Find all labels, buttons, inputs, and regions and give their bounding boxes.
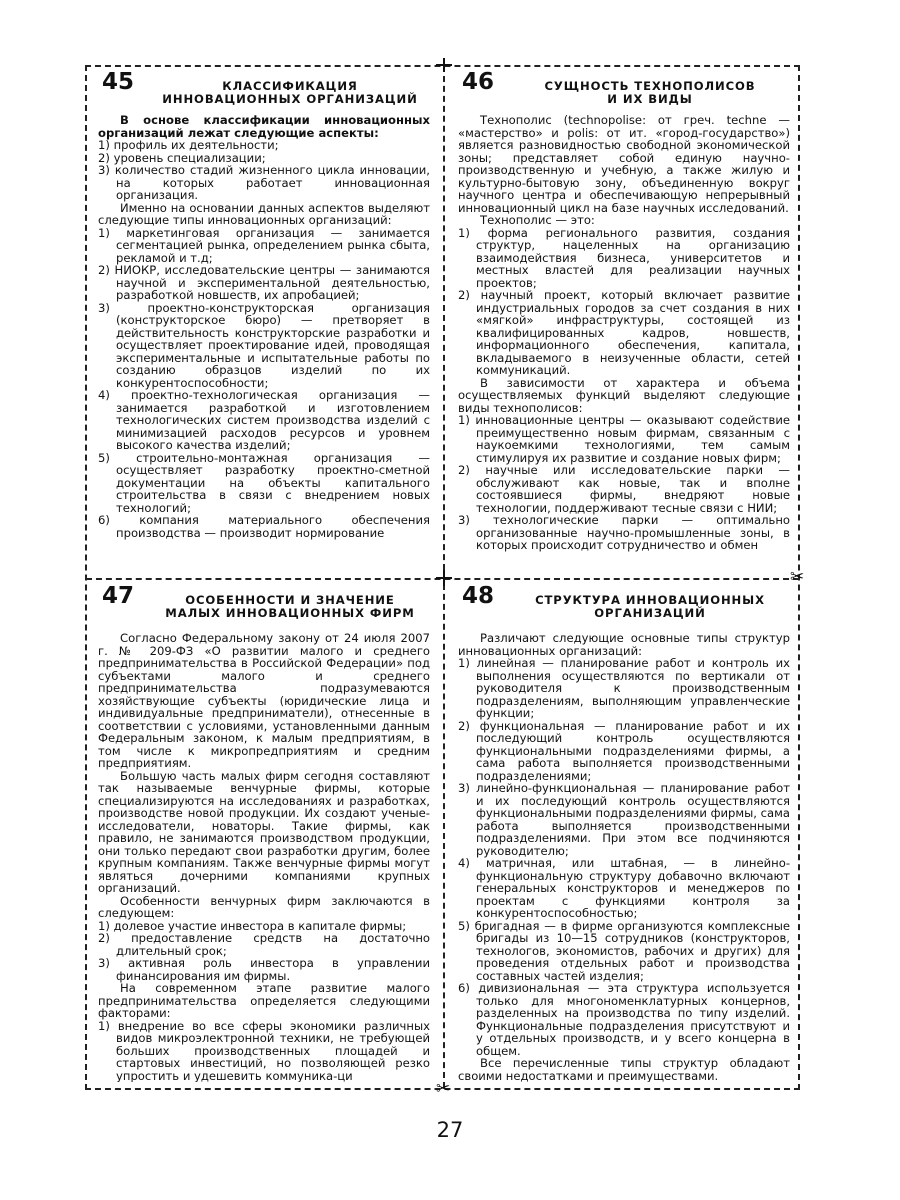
paragraph: 2) научные или исследовательские парки — обслуживают как новые, так и вполне состоявшиеся фирмы, внедряют новые технологии, поддерживают тесные связи с НИИ; — [458, 463, 790, 515]
paragraph: 1) внедрение во все сферы экономики различных видов микроэлектронной техники, не требующей больших производственных площадей и стартовых инвестиций, но позволяющей резко упростить и удешевить коммуника-ци — [98, 1018, 430, 1082]
card-47 — [92, 582, 434, 1082]
paragraph: В зависимости от характера и объема осуществляемых функций выделяют следующие виды технополисов: — [458, 375, 790, 415]
paragraph: 2) функциональная — планирование работ и их последующий контроль осуществляются функциональными подразделениями фирмы, а сама работа выполняется производственными подразделениями; — [458, 718, 790, 783]
scissors-icon: ✂ — [436, 1079, 451, 1099]
paragraph: 1) профиль их деятельности; — [98, 138, 279, 152]
paragraph: Все перечисленные типы структур обладают своими недостатками и преимуществами. — [458, 1056, 790, 1082]
paragraph: 1) маркетинговая организация — занимается сегментацией рынка, определением рынка сбыта, рекламой и т.д; — [98, 225, 430, 265]
page-number: 27 — [436, 1118, 464, 1142]
card-title: ОСОБЕННОСТИ И ЗНАЧЕНИЕ МАЛЫХ ИННОВАЦИОННЫХ ФИРМ — [165, 593, 415, 620]
card-number: 45 — [102, 69, 135, 95]
paragraph: В основе классификации инновационных организаций лежат следующие аспекты: — [98, 113, 430, 140]
paragraph: 1) линейная — планирование работ и контроль их выполнения осуществляются по вертикали от руководителя к производственным подразделениям, выполняющим управленческие функции; — [458, 656, 790, 720]
card-body — [458, 632, 790, 1082]
paragraph: Особенности венчурных фирм заключаются в следующем: — [98, 893, 430, 920]
paragraph: Различают следующие основные типы структур инновационных организаций: — [458, 631, 790, 658]
center-cross-mark — [436, 570, 452, 586]
card-body — [458, 114, 790, 552]
paragraph: На современном этапе развитие малого предпринимательства определяется следующими факторами: — [98, 981, 430, 1020]
paragraph: 5) строительно-монтажная организация — осуществляет разработку проектно-сметной документации на объекты капитального строительства в связи с внедрением новых технологий; — [98, 450, 430, 515]
top-cross-mark — [436, 58, 452, 72]
card-title: СУЩНОСТЬ ТЕХНОПОЛИСОВ И ИХ ВИДЫ — [544, 79, 756, 106]
card-46 — [452, 68, 794, 574]
card-title: КЛАССИФИКАЦИЯ ИННОВАЦИОННЫХ ОРГАНИЗАЦИЙ — [162, 79, 418, 106]
paragraph: 6) компания материального обеспечения производства — производит нормирование — [98, 513, 430, 540]
paragraph: 3) проектно-конструкторская организация (конструкторское бюро) — претворяет в действительность конструкторские разработки и осуществляет проектирование идей, проводящая экспериментальные и испытательные работы по созданию образцов изделий по их конкурентоспособности; — [98, 300, 430, 390]
paragraph: 3) количество стадий жизненного цикла инновации, на которых работает инновационная организация. — [98, 163, 430, 202]
card-number: 48 — [462, 583, 495, 609]
paragraph: 5) бригадная — в фирме организуются комплексные бригады из 10—15 сотрудников (конструкторов, технологов, экономистов, рабочих и других) для проведения отдельных работ и производства составных частей изделия; — [458, 918, 790, 983]
paragraph: 4) матричная, или штабная, — в линейно-функциональную структуру добавочно включают генеральных конструкторов и менеджеров по проектам с функциями контроля за конкурентоспособностью; — [458, 856, 790, 920]
card-number: 47 — [102, 583, 135, 609]
paragraph: 3) активная роль инвестора в управлении финансирования им фирмы. — [98, 956, 430, 983]
paragraph: Именно на основании данных аспектов выделяют следующие типы инновационных организаций: — [98, 200, 430, 227]
paragraph: 2) предоставление средств на достаточно длительный срок; — [98, 931, 430, 958]
paragraph: 1) инновационные центры — оказывают содействие преимущественно новым фирмам, связанным с наукоемкими технологиями, тем самым стимулируя их развитие и создание новых фирм; — [458, 413, 790, 465]
paragraph: Большую часть малых фирм сегодня составляют так называемые венчурные фирмы, которые специализируются на исследованиях и разработках, производстве новой продукции. Их создают ученые-исследователи, новаторы. Такие фирмы, как правило, не занимаются производством продукции, они только передают свои разработки другим, более крупным компаниям. Также венчурные фирмы могут являться дочерними компаниями крупных организаций. — [98, 768, 430, 895]
paragraph: 3) линейно-функциональная — планирование работ и их последующий контроль осуществляются функциональными подразделениями фирмы, сама работа выполняется производственными подразделениями. При этом все подчиняются руководителю; — [458, 781, 790, 858]
card-title: СТРУКТУРА ИННОВАЦИОННЫХ ОРГАНИЗАЦИЙ — [535, 593, 765, 620]
card-body — [98, 632, 430, 1082]
paragraph: 1) форма регионального развития, создания структур, нацеленных на организацию взаимодействия бизнеса, университетов и местных властей для реализации научных проектов; — [458, 225, 790, 290]
paragraph: 2) НИОКР, исследовательские центры — занимаются научной и экспериментальной деятельностью, разработкой новшеств, их апробацией; — [98, 263, 430, 302]
paragraph: 3) технологические парки — оптимально организованные научно-промышленные зоны, в которых происходит сотрудничество и обмен — [458, 513, 790, 552]
paragraph: Согласно Федеральному закону от 24 июля 2007 г. № 209-ФЗ «О развитии малого и среднего предпринимательства в Российской Федерации» под субъектами малого и среднего предпринимательства подразумеваются хозяйствующие субъекты (юридические лица и индивидуальные предприниматели), отнесенные в соответствии с условиями, установленными данным Федеральным законом, к малым предприятиям, в том числе к микропредприятиям и средним предприятиям. — [98, 631, 430, 770]
card-45 — [92, 68, 434, 574]
paragraph: 2) уровень специализации; — [98, 150, 266, 165]
scissors-icon: ✂ — [790, 567, 805, 587]
card-body — [98, 114, 430, 539]
paragraph: 1) долевое участие инвестора в капитале фирмы; — [98, 918, 407, 933]
paragraph: 4) проектно-технологическая организация — занимается разработкой и изготовлением технологических систем производства изделий с минимизацией расходов ресурсов и уровнем высокого качества изделий; — [98, 388, 430, 452]
paragraph: 6) дивизиональная — эта структура используется только для многономенклатурных концернов, разделенных на производства по типу изделий. Функциональные подразделения присутствуют и у отдельных производств, и у всего концерна в общем. — [458, 981, 790, 1058]
card-48 — [452, 582, 794, 1082]
paragraph: 2) научный проект, который включает развитие индустриальных городов за счет создания в них «мягкой» инфраструктуры, состоящей из квалифицированных кадров, новшеств, информационного обеспечения, капитала, вкладываемого в неизученные области, сетей коммуникаций. — [458, 288, 790, 377]
paragraph: Технополис — это: — [480, 213, 595, 227]
card-number: 46 — [462, 69, 495, 95]
paragraph: Технополис (technopolise: от греч. techne — «мастерство» и polis: от ит. «город-государство») является разновидностью свободной экономической зоны; представляет собой единую научно-производственную и учебную, а также жилую и культурно-бытовую зону, объединенную вокруг научного центра и обеспечивающую непрерывный инновационный цикл на базе научных исследований. — [458, 113, 790, 215]
